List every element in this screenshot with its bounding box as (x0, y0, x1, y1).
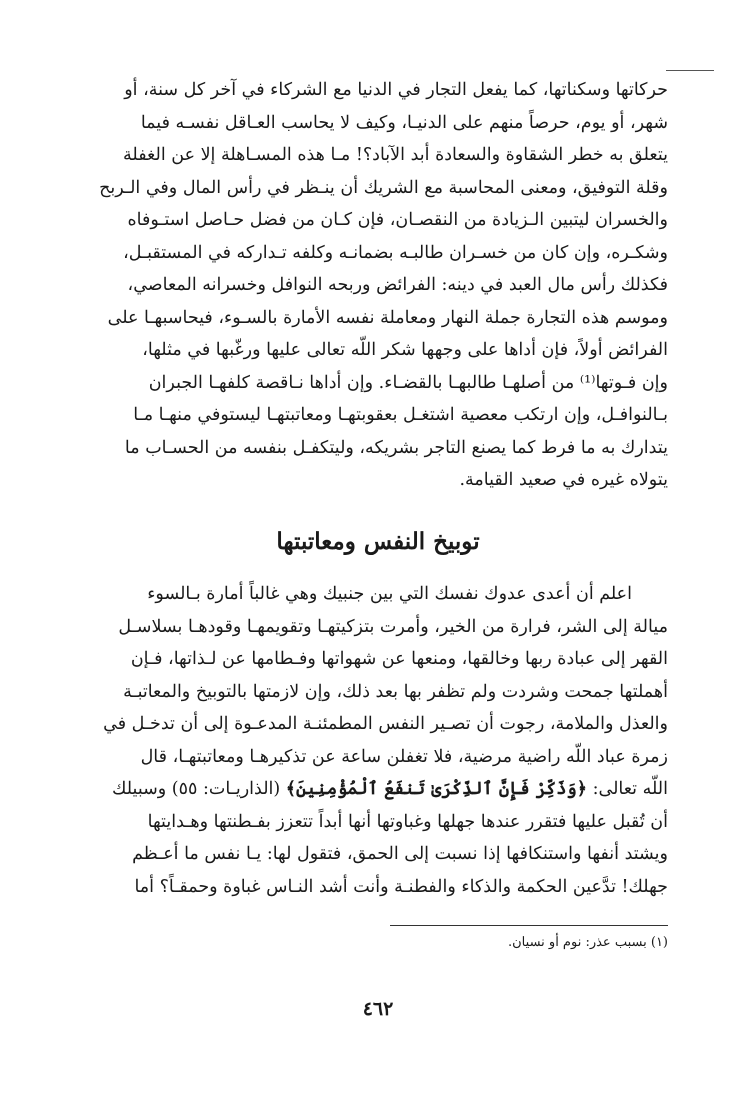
page-number: ٤٦٢ (362, 998, 394, 1020)
page-edge-mark (666, 70, 714, 71)
text-line: وشكـره، وإن كان من خسـران طالبـه بضمانـه وكلفه تـداركه في المستقبـل، (123, 242, 668, 263)
text-line: ميالة إلى الشر، فرارة من الخير، وأمرت بتزكيتهـا وتقويمهـا وقودهـا بسلاسـل (118, 616, 668, 637)
text-line: اعلم أن أعدى عدوك نفسك التي بين جنبيك وهي غالباً أمارة بـالسوء (147, 584, 632, 604)
verse-lead: اللّه تعالى: (587, 779, 668, 799)
text-line: يتعلق به خطر الشقاوة والسعادة أبد الآباد؟! مـا هذه المسـاهلة إلا عن الغفلة (123, 145, 668, 165)
text-line: القهر إلى عبادة ربها وخالقها، ومنعها عن شهواتها وفـطامها عن لـذاتها، فـإن (130, 649, 668, 669)
section-heading: توبيخ النفس ومعاتبتها (276, 528, 480, 555)
text-line: والخسران ليتبين الـزيادة من النقصـان، فإن كـان من فضل حـاصل استـوفاه (127, 210, 668, 230)
paragraph-accounting (92, 74, 668, 497)
text-line: زمرة عباد اللّه راضية مرضية، فلا تغفلن ساعة عن تذكيرهـا ومعاتبتهـا، قال (140, 746, 668, 767)
text-line: أن تُقبل عليها فتقرر عندها جهلها وغباوتها أنها أبداً تتعزز بفـطنتها وهـدايتها (147, 811, 668, 832)
text-line: بـالنوافـل، وإن ارتكب معصية اشتغـل بعقوبتهـا ومعاتبتهـا ليستوفي منهـا مـا (133, 405, 668, 425)
text-line: أهملتها جمحت وشردت ولم تظفر بها بعد ذلك، وإن لازمتها بالتوبيخ والمعاتبـة (123, 681, 668, 702)
text-line: يتدارك به ما فرط كما يصنع التاجر بشريكه، وليتكفـل بنفسه من الحسـاب ما (124, 437, 668, 458)
paragraph-rebuking-soul (92, 578, 668, 903)
text-line: حركاتها وسكناتها، كما يفعل التجار في الدنيا مع الشركاء في آخر كل سنة، أو (124, 80, 668, 100)
footnote: (١) بسبب عذر: نوم أو نسيان. (508, 935, 668, 950)
text-line: والعذل والملامة، رجوت أن تصـير النفس المطمئنـة المدعـوة إلى أن تدخـل في (103, 714, 668, 734)
text-line: وقلة التوفيق، ومعنى المحاسبة مع الشريك أن ينـظر في رأس المال وفي الـربح (99, 177, 668, 198)
footnote-divider (390, 925, 668, 926)
text-line: جهلك! تدَّعين الحكمة والذكاء والفطنـة وأنت أشد النـاس غباوة وحمقـاً؟ أما (134, 876, 668, 897)
verse-citation: (الذاريـات: ٥٥) وسبيلك (112, 779, 286, 799)
text-line-with-verse (92, 773, 668, 806)
quran-verse: ﴿وَذَكِّرْ فَإِنَّ ٱلذِّكْرَىٰ تَنفَعُ ٱلْمُؤْمِنِينَ﴾ (285, 779, 588, 799)
text-line: فكذلك رأس مال العبد في دينه: الفرائض وربحه النوافل وخسرانه المعاصي، (127, 275, 668, 295)
text-line: ويشتد أنفها واستنكافها إذا نسبت إلى الحمق، فتقول لها: يـا نفس ما أعـظم (132, 844, 668, 864)
text-line: شهر، أو يوم، حرصاً منهم على الدنيـا، وكيف لا يحاسب العـاقل نفسـه فيما (140, 112, 668, 133)
text-line: يتولاه غيره في صعيد القيامة. (459, 470, 668, 490)
text-line: الفرائض أولاً، فإن أداها على وجهها شكر اللّه تعالى عليها ورغّبها في مثلها، (142, 340, 668, 360)
text-line: وموسم هذه التجارة جملة النهار ومعاملة نفسه الأمارة بالسـوء، فيحاسبهـا على (107, 307, 668, 328)
text-line: وإن فـوتها⁽¹⁾ من أصلهـا طالبهـا بالقضـاء. وإن أداها نـاقصة كلفهـا الجبران (148, 372, 668, 393)
